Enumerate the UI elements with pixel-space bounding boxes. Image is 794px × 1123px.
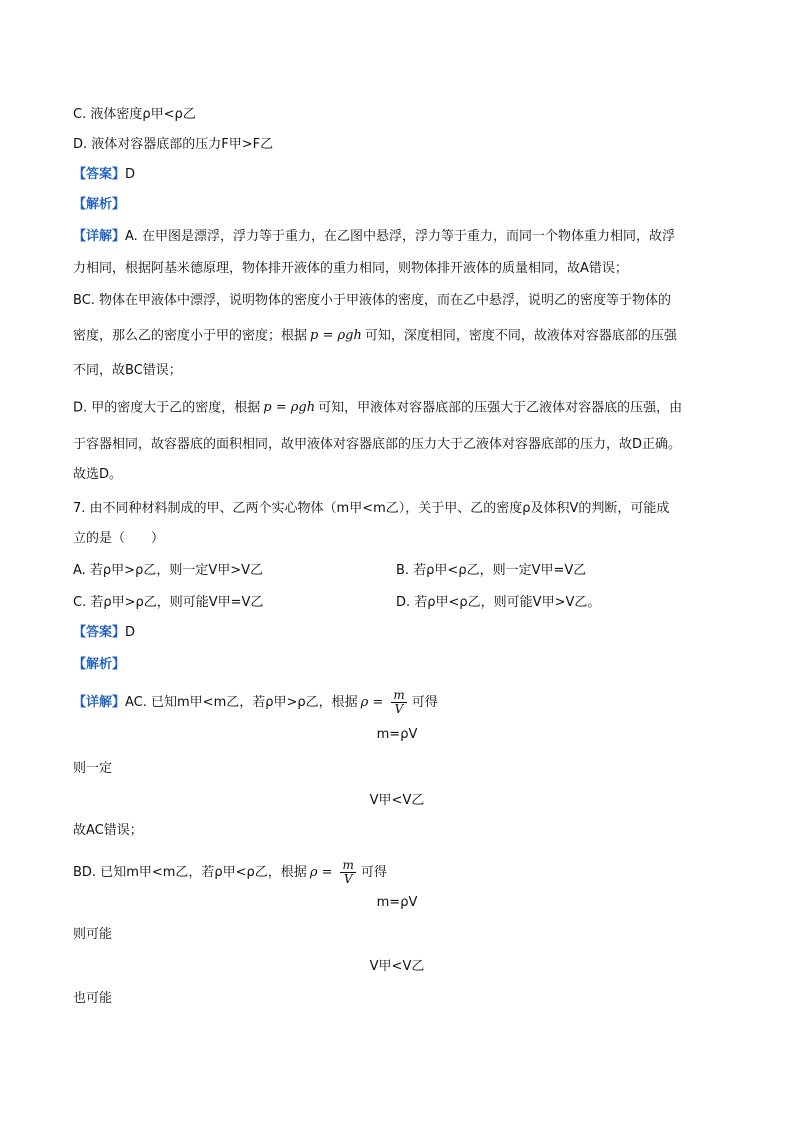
q7-equation-v1: V甲<V乙 [369,793,425,808]
q6-option-c: C. 液体密度ρ甲<ρ乙 [73,107,196,122]
q6-detail-d-line1 [73,399,682,418]
detail-text-b: 可知，甲液体对容器底部的压强大于乙液体对容器底的压强，由 [318,400,683,416]
q6-detail-bc-line2 [73,327,677,346]
detail-text-a: 密度，那么乙的密度小于甲的密度；根据 [73,328,308,344]
answer-value: D [125,167,136,182]
detail-text-b: 可知，深度相同，密度不同，故液体对容器底部的压强 [364,328,677,344]
answer-value: D [125,625,136,640]
q7-option-b: B. 若ρ甲<ρ乙，则一定V甲=V乙 [396,563,587,578]
q6-detail-a-line2: 力相同，根据阿基米德原理，物体排开液体的重力相同，则物体排开液体的质量相同，故A错误； [73,261,628,276]
q6-detail-bc-line3: 不同，故BC错误； [73,363,182,378]
formula-pressure: p = ρgh [310,328,362,343]
q7-equation-m: m=ρV [376,727,418,742]
q6-detail-d-line2: 于容器相同，故容器底的面积相同，故甲液体对容器底部的压力大于乙液体对容器底部的压力，故D正确。 [73,437,682,452]
formula-density: ρ = [360,694,384,710]
q6-answer [73,166,135,184]
q7-equation-v2: V甲<V乙 [369,959,425,974]
fraction-numerator: m [342,858,354,872]
formula-pressure: p = ρgh [263,400,316,415]
detail-text: AC. 已知m甲<m乙，若ρ甲>ρ乙，根据 [125,695,358,710]
fraction-numerator: m [393,688,405,702]
q6-analysis-label: 【解析】 [73,197,126,212]
ke-de: 可得 [360,865,387,880]
q7-detail-bd [73,859,387,886]
q7-ze-keneng: 则可能 [73,927,113,942]
q7-stem-line1: 7. 由不同种材料制成的甲、乙两个实心物体（m甲<m乙），关于甲、乙的密度ρ及体积V的判断，可能成 [73,501,670,516]
q7-option-a: A. 若ρ甲>ρ乙，则一定V甲>V乙 [73,563,264,578]
detail-label: 【详解】 [73,229,126,244]
fraction-denominator: V [394,702,404,716]
q7-equation-m2: m=ρV [376,895,418,910]
q6-option-d: D. 液体对容器底部的压力F甲>F乙 [73,137,274,152]
detail-text: A. 在甲图是漂浮，浮力等于重力，在乙图中悬浮，浮力等于重力，而同一个物体重力相同，故浮 [125,229,675,244]
fraction-m-over-v [337,859,358,886]
q7-detail-ac [73,689,438,716]
q7-stem-line2: 立的是（ ） [73,531,165,546]
answer-label: 【答案】 [73,625,126,640]
ke-de: 可得 [411,695,438,710]
fraction-m-over-v [388,689,409,716]
detail-label: 【详解】 [73,695,126,710]
q6-detail-bc-line1: BC. 物体在甲液体中漂浮，说明物体的密度小于甲液体的密度，而在乙中悬浮，说明乙的密度等于物体的 [73,293,672,308]
fraction-denominator: V [343,872,353,886]
formula-density: ρ = [309,864,333,880]
q7-analysis-label: 【解析】 [73,657,126,672]
q7-ye-keneng: 也可能 [73,991,113,1006]
q7-answer [73,624,135,642]
detail-text: BD. 已知m甲<m乙，若ρ甲<ρ乙，根据 [73,865,307,880]
q7-ze-yiding: 则一定 [73,761,113,776]
answer-label: 【答案】 [73,167,126,182]
q6-conclusion: 故选D。 [73,467,123,482]
q7-option-d: D. 若ρ甲<ρ乙，则可能V甲>V乙。 [396,595,601,610]
q7-ac-wrong: 故AC错误； [73,823,143,838]
detail-text-a: D. 甲的密度大于乙的密度，根据 [73,400,261,416]
q7-option-c: C. 若ρ甲>ρ乙，则可能V甲=V乙 [73,595,264,610]
q6-detail-a-line1 [73,228,675,246]
